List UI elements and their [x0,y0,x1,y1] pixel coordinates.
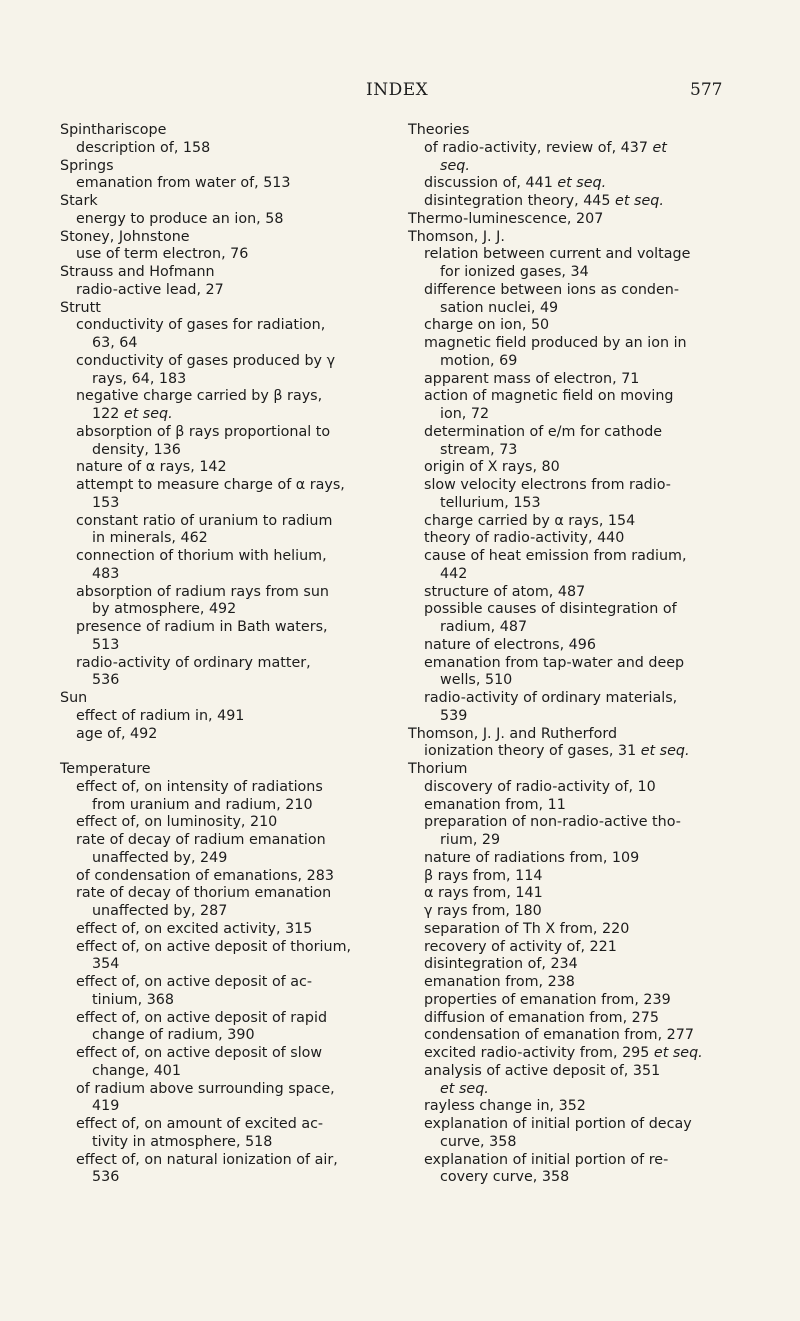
subentry-text: origin of X rays, 80 [424,459,560,476]
subentry-text: negative charge carried by β rays, [76,388,323,405]
subentry-text: separation of Th X from, 220 [424,920,630,937]
index-subentry [60,513,390,549]
subentry-text: diffusion of emanation from, 275 [424,1009,659,1026]
subentry-text: radio-activity of ordinary matter, [76,654,311,671]
index-subentry [408,743,738,761]
subentry-text: apparent mass of electron, 71 [424,370,640,387]
index-subentry [408,885,738,903]
subentry-text: action of magnetic field on moving [424,388,674,405]
subentry-continuation: rium, 29 [440,832,501,848]
subentry-text: energy to produce an ion, 58 [76,210,284,227]
index-subentry [60,388,390,424]
subentry-continuation: tellurium, 153 [440,494,541,511]
index-subentry [60,317,390,353]
subentry-continuation: 354 [92,956,120,973]
subentry-continuation: curve, 358 [440,1133,517,1150]
index-subentry [60,1152,390,1188]
subentry-continuation: change of radium, 390 [92,1027,255,1044]
index-term: Stark [60,193,98,209]
subentry-text: attempt to measure charge of α rays, [76,477,345,493]
index-subentry [60,974,390,1010]
index-subentry [408,850,738,868]
index-term: Sun [60,690,88,706]
subentry-text: absorption of β rays proportional to [76,423,331,440]
index-subentry [60,459,390,477]
index-subentry [408,530,738,548]
index-term: Thermo-luminescence, 207 [408,210,604,227]
subentry-text: emanation from water of, 513 [76,175,291,192]
index-subentry [408,371,738,389]
running-head-title: INDEX [366,80,429,100]
index-subentry [408,548,738,584]
index-subentry [60,584,390,620]
index-subentry [408,175,738,193]
subentry-continuation: stream, 73 [440,441,518,458]
subentry-text: charge on ion, 50 [424,317,550,334]
index-subentry [60,548,390,584]
subentry-text: disintegration of, 234 [424,956,578,973]
index-subentry [60,885,390,921]
index-subentry [408,246,738,282]
index-subentry [408,388,738,424]
page-header [0,80,800,104]
subentry-text: difference between ions as conden- [424,281,679,298]
subentry-text: disintegration theory, 445 et seq. [424,193,664,209]
subentry-text: effect of, on natural ionization of air, [76,1151,338,1168]
subentry-text: preparation of non-radio-active tho- [424,814,681,831]
index-subentry [60,1116,390,1152]
subentry-continuation: tinium, 368 [92,991,174,1008]
index-subentry [408,690,738,726]
subentry-text: conductivity of gases produced by γ [76,352,336,369]
index-term: Thomson, J. J. and Rutherford [408,725,618,742]
index-subentry [60,619,390,655]
index-subentry [408,193,738,211]
subentry-text: emanation from, 238 [424,974,575,990]
subentry-continuation: change, 401 [92,1062,181,1079]
subentry-text: explanation of initial portion of re- [424,1151,669,1168]
index-term: Springs [60,157,114,174]
subentry-continuation: et seq. [440,1080,489,1097]
index-subentry [408,513,738,531]
index-entry [60,193,390,229]
subentry-text: description of, 158 [76,139,211,156]
subentry-continuation: by atmosphere, 492 [92,601,237,618]
subentry-continuation: 536 [92,672,120,689]
subentry-text: rate of decay of radium emanation [76,832,326,848]
subentry-text: nature of electrons, 496 [424,636,596,653]
page-number: 577 [690,80,723,100]
subentry-text: emanation from tap-water and deep [424,654,685,671]
index-subentry [408,779,738,797]
subentry-text: cause of heat emission from radium, [424,548,687,564]
index-subentry [60,282,390,300]
index-term: Stoney, Johnstone [60,228,190,245]
index-entry [408,726,738,762]
index-subentry [408,424,738,460]
index-subentry [60,1081,390,1117]
subentry-text: β rays from, 114 [424,867,543,884]
index-subentry [408,1027,738,1045]
subentry-text: recovery of activity of, 221 [424,938,617,955]
subentry-continuation: 122 et seq. [92,406,173,422]
subentry-text: effect of, on amount of excited ac- [76,1116,324,1132]
index-subentry [60,814,390,832]
subentry-continuation: from uranium and radium, 210 [92,796,313,813]
subentry-text: condensation of emanation from, 277 [424,1027,694,1044]
subentry-continuation: radium, 487 [440,619,528,635]
subentry-continuation: 442 [440,565,468,582]
subentry-continuation: density, 136 [92,441,181,458]
index-subentry [408,868,738,886]
subentry-text: conductivity of gases for radiation, [76,317,326,334]
subentry-text: effect of, on active deposit of ac- [76,974,313,990]
subentry-continuation: unaffected by, 287 [92,903,228,919]
index-subentry [408,601,738,637]
subentry-text: absorption of radium rays from sun [76,583,329,600]
subentry-text: relation between current and voltage [424,246,691,263]
index-subentry [60,726,390,744]
index-subentry [408,140,738,176]
subentry-text: of radium above surrounding space, [76,1080,335,1097]
subentry-continuation: 153 [92,494,120,511]
subentry-text: effect of radium in, 491 [76,707,245,724]
index-entry [60,158,390,194]
subentry-text: analysis of active deposit of, 351 [424,1062,661,1079]
index-subentry [408,1063,738,1099]
subentry-continuation: sation nuclei, 49 [440,299,559,316]
subentry-continuation: seq. [440,157,470,174]
subentry-text: of condensation of emanations, 283 [76,867,334,884]
subentry-text: effect of, on excited activity, 315 [76,920,313,937]
index-subentry [60,140,390,158]
subentry-text: excited radio-activity from, 295 et seq. [424,1045,703,1061]
index-subentry [408,1010,738,1028]
index-subentry [60,921,390,939]
subentry-continuation: wells, 510 [440,672,513,689]
subentry-text: rate of decay of thorium emanation [76,885,332,902]
index-subentry [408,637,738,655]
index-subentry [408,992,738,1010]
index-subentry [60,175,390,193]
subentry-text: discovery of radio-activity of, 10 [424,778,656,795]
subentry-text: of radio-activity, review of, 437 et [424,139,667,156]
subentry-text: magnetic field produced by an ion in [424,335,687,351]
index-term: Theories [408,122,470,138]
subentry-text: effect of, on active deposit of rapid [76,1009,328,1026]
index-term: Spinthariscope [60,122,167,138]
index-subentry [60,211,390,229]
index-term: Thorium [408,761,468,777]
index-term: Temperature [60,761,151,777]
index-subentry [408,814,738,850]
index-subentry [60,424,390,460]
index-subentry [60,832,390,868]
subentry-text: properties of emanation from, 239 [424,991,671,1008]
subentry-text: determination of e/m for cathode [424,423,663,440]
subentry-text: α rays from, 141 [424,885,543,902]
subentry-text: use of term electron, 76 [76,246,249,263]
index-subentry [408,335,738,371]
index-subentry [408,1098,738,1116]
index-entry [60,264,390,300]
subentry-text: charge carried by α rays, 154 [424,512,636,529]
index-entry [60,761,390,1187]
index-column-right [408,122,738,1187]
subentry-text: constant ratio of uranium to radium [76,512,333,529]
index-subentry [408,1152,738,1188]
index-subentry [60,1045,390,1081]
index-subentry [60,655,390,691]
index-subentry [60,1010,390,1046]
index-term: Strauss and Hofmann [60,264,215,280]
index-subentry [408,655,738,691]
index-subentry [408,939,738,957]
subentry-continuation: in minerals, 462 [92,530,208,547]
index-subentry [408,797,738,815]
subentry-continuation: 483 [92,565,120,582]
index-subentry [408,477,738,513]
subentry-text: discussion of, 441 et seq. [424,175,607,192]
index-entry [60,122,390,158]
index-term: Thomson, J. J. [408,228,505,245]
index-subentry [408,459,738,477]
subentry-continuation: rays, 64, 183 [92,370,187,387]
subentry-continuation: 536 [92,1169,120,1186]
subentry-continuation: for ionized gases, 34 [440,264,589,280]
subentry-text: radio-activity of ordinary materials, [424,690,678,706]
index-subentry [60,353,390,389]
subentry-continuation: covery curve, 358 [440,1169,570,1186]
index-subentry [408,1116,738,1152]
index-subentry [60,939,390,975]
subentry-text: radio-active lead, 27 [76,281,224,298]
subentry-continuation: ion, 72 [440,406,490,422]
subentry-text: explanation of initial portion of decay [424,1116,692,1132]
subentry-text: emanation from, 11 [424,796,566,813]
index-subentry [60,246,390,264]
subentry-continuation: unaffected by, 249 [92,849,228,866]
index-term: Strutt [60,299,101,316]
index-subentry [60,708,390,726]
subentry-text: structure of atom, 487 [424,583,586,600]
index-subentry [408,282,738,318]
index-subentry [408,1045,738,1063]
index-subentry [408,317,738,335]
subentry-text: theory of radio-activity, 440 [424,530,625,547]
index-subentry [408,956,738,974]
subentry-text: presence of radium in Bath waters, [76,619,328,635]
subentry-text: effect of, on luminosity, 210 [76,814,278,831]
subentry-text: nature of radiations from, 109 [424,849,640,866]
index-subentry [60,477,390,513]
subentry-text: connection of thorium with helium, [76,548,327,564]
index-subentry [408,584,738,602]
subentry-text: age of, 492 [76,725,158,742]
index-entry [408,122,738,211]
index-entry [408,211,738,229]
subentry-text: rayless change in, 352 [424,1098,586,1115]
subentry-continuation: motion, 69 [440,352,518,369]
index-subentry [408,903,738,921]
index-entry [60,690,390,743]
subentry-continuation: 513 [92,636,120,653]
index-subentry [408,974,738,992]
subentry-continuation: 539 [440,707,468,724]
subentry-text: γ rays from, 180 [424,903,542,919]
index-subentry [408,921,738,939]
index-entry [408,761,738,1187]
subentry-text: possible causes of disintegration of [424,601,677,618]
subentry-text: ionization theory of gases, 31 et seq. [424,743,690,760]
index-subentry [60,868,390,886]
subentry-text: effect of, on active deposit of slow [76,1045,323,1061]
subentry-continuation: 419 [92,1098,120,1115]
index-column-left [60,122,390,1187]
subentry-text: slow velocity electrons from radio- [424,477,671,493]
index-entry [408,229,738,726]
subentry-text: effect of, on active deposit of thorium, [76,938,352,955]
index-entry [60,300,390,691]
subentry-continuation: 63, 64 [92,335,138,351]
subentry-text: nature of α rays, 142 [76,459,227,476]
subentry-continuation: tivity in atmosphere, 518 [92,1133,273,1150]
subentry-text: effect of, on intensity of radiations [76,778,323,795]
index-entry [60,229,390,265]
index-subentry [60,779,390,815]
